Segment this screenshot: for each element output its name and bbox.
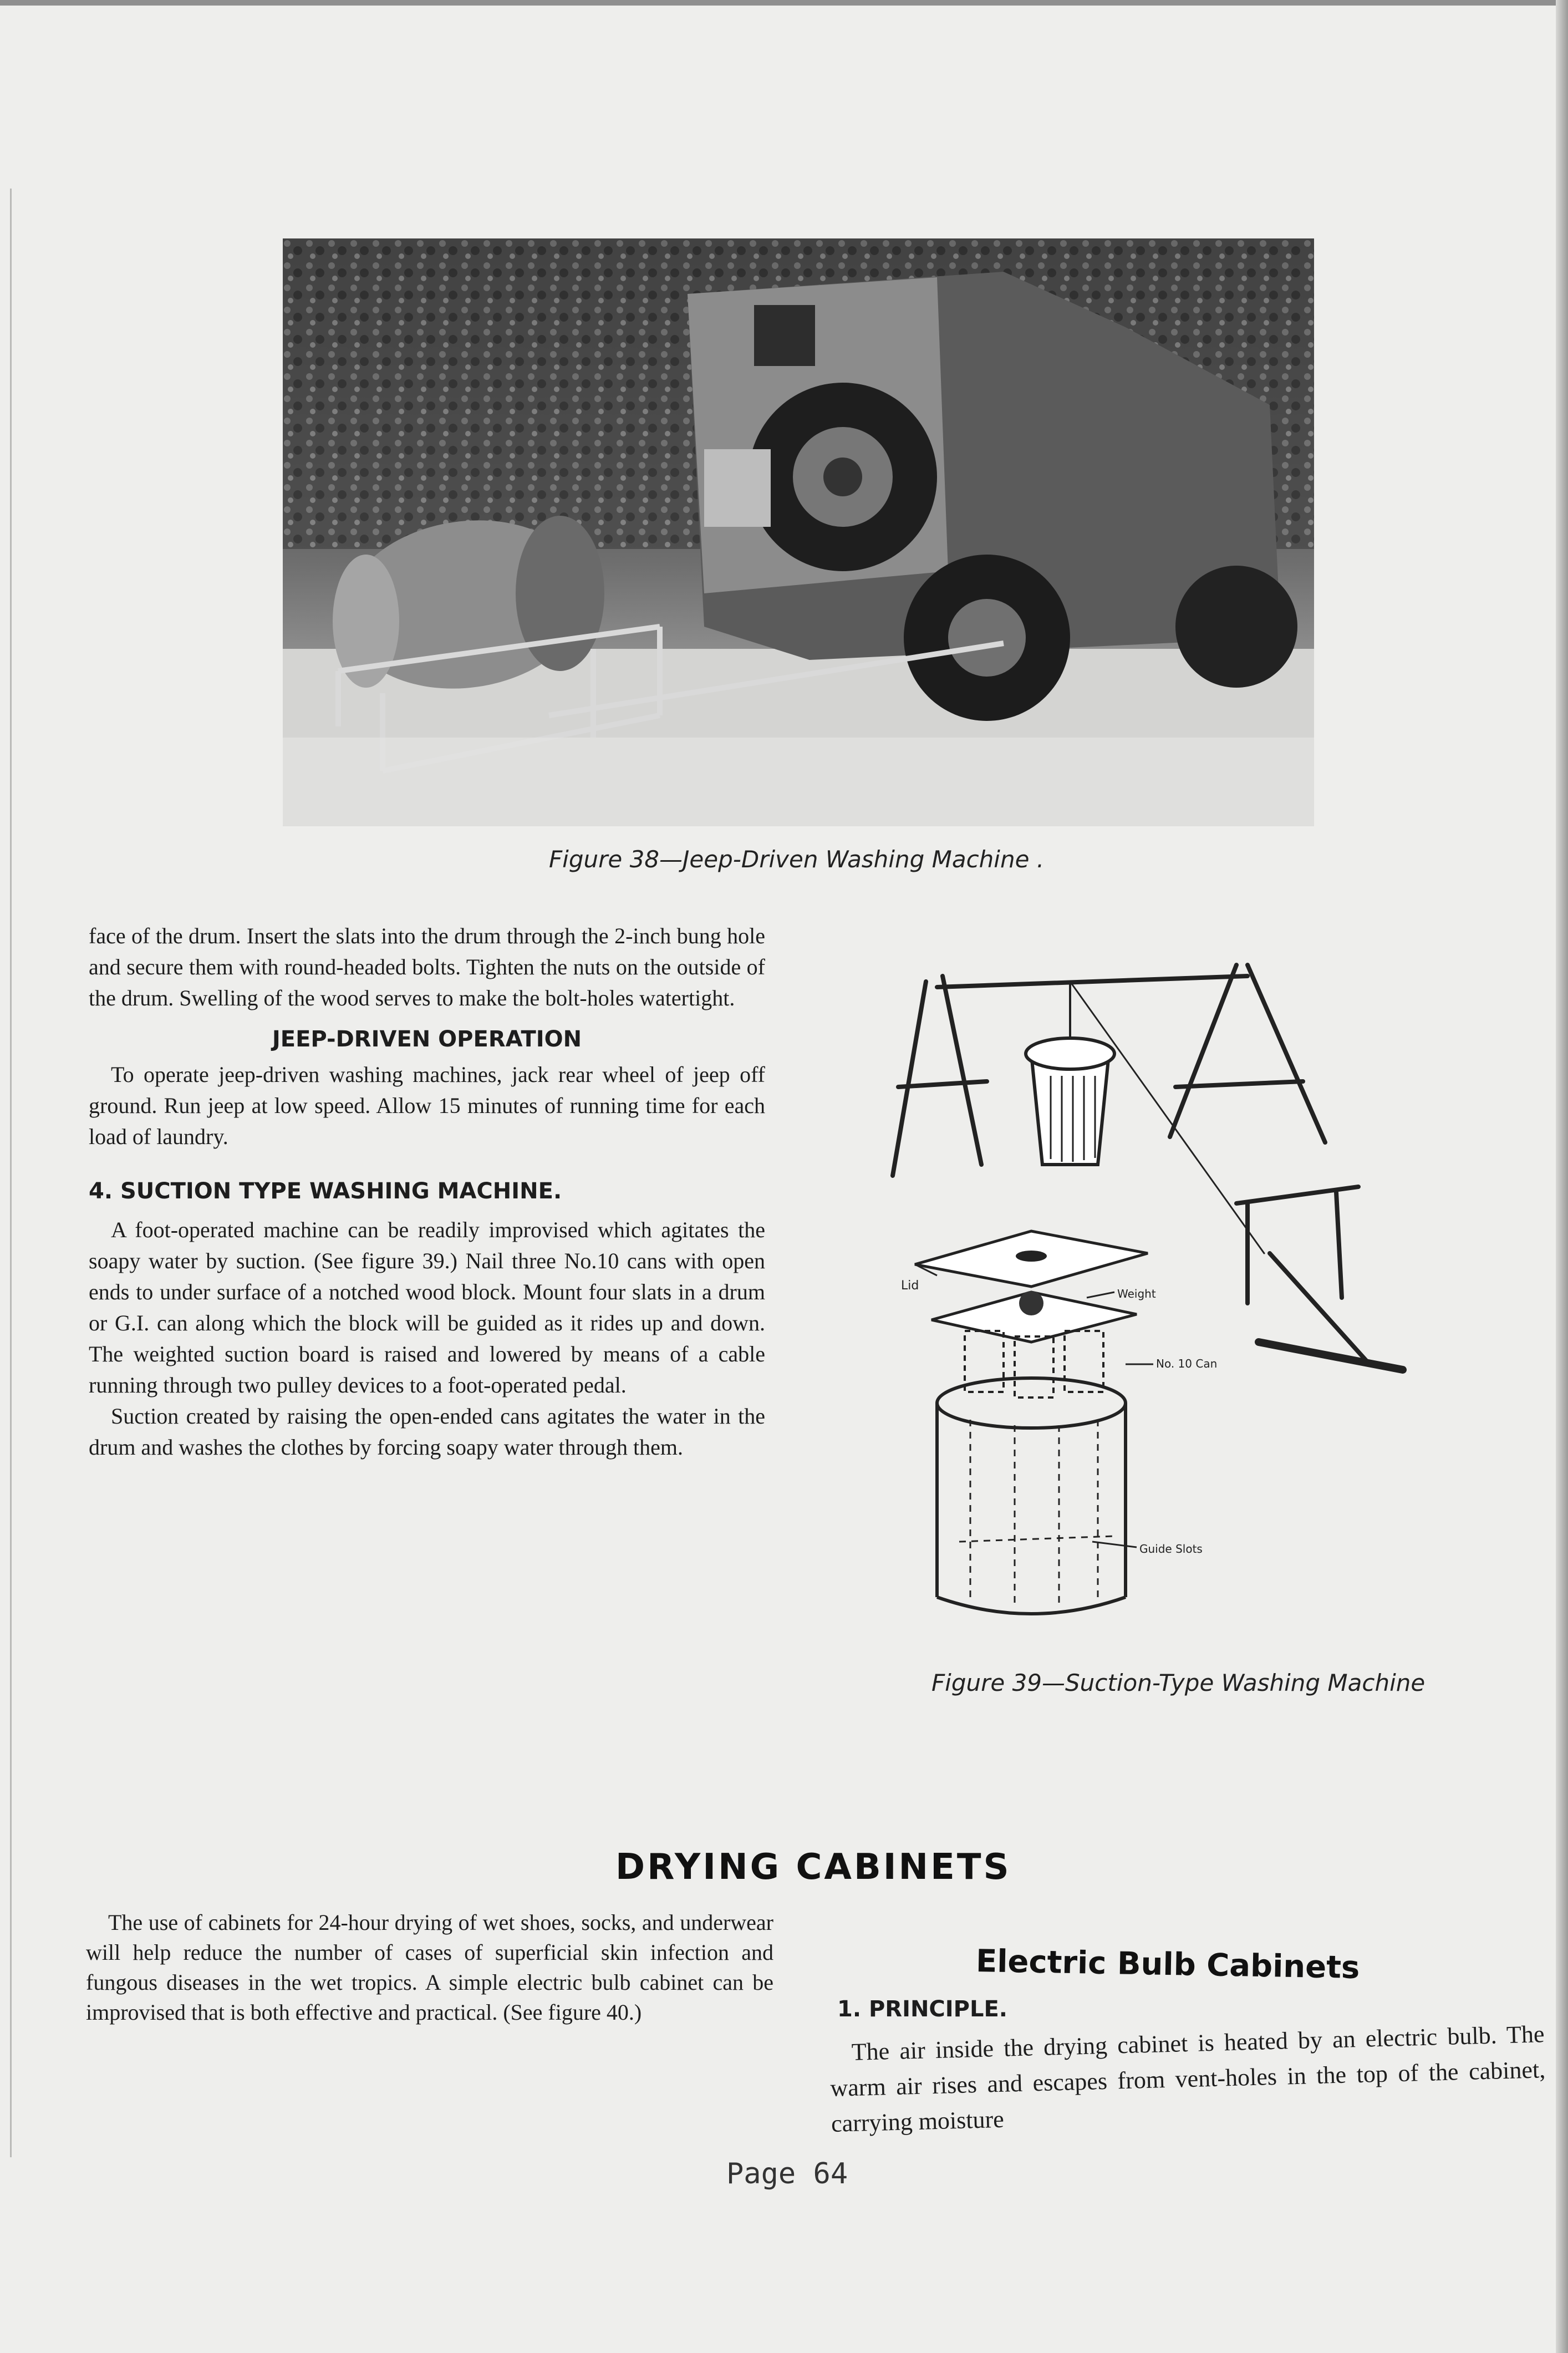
lid-label: Lid xyxy=(901,1279,919,1293)
weight-label: Weight xyxy=(1117,1287,1156,1300)
no10-can-label: No. 10 Can xyxy=(1156,1357,1218,1370)
jeep-operation-paragraph: To operate jeep-driven washing machines, jack rear wheel of jeep off ground. Run jeep at low speed. Allow 15 minutes of running time for each load of laundry. xyxy=(89,1062,765,1149)
electric-bulb-cabinets-title: Electric Bulb Cabinets xyxy=(975,1943,1360,1986)
jeep-driven-operation-heading: JEEP-DRIVEN OPERATION xyxy=(272,1026,582,1052)
drying-cabinets-paragraph xyxy=(86,1908,773,2027)
principle-paragraph xyxy=(829,2016,1547,2142)
drying-cabinets-title: DRYING CABINETS xyxy=(615,1847,1011,1888)
figure-38-caption: Figure 38—Jeep-Driven Washing Machine . xyxy=(549,846,1045,873)
principle-heading: 1. PRINCIPLE. xyxy=(837,1996,1007,2022)
figure-39-caption: Figure 39—Suction-Type Washing Machine xyxy=(931,1669,1426,1696)
page-number: Page 64 xyxy=(726,2157,848,2191)
jeep-washing-machine-photo xyxy=(283,238,1314,826)
principle-text: The air inside the drying cabinet is heated by an electric bulb. The warm air rises and escapes from vent-holes in the top of the cabinet, carrying moisture xyxy=(829,2020,1546,2137)
suction-agitation-paragraph: Suction created by raising the open-ended cans agitates the water in the drum and washes the clothes by forcing soapy water through them. xyxy=(89,1404,765,1460)
binding-line xyxy=(10,189,12,2157)
suction-type-heading: 4. SUCTION TYPE WASHING MACHINE. xyxy=(89,1178,562,1204)
suction-machine-paragraph: A foot-operated machine can be readily improvised which agitates the soapy water by suction. (See figure 39.) Nail three No.10 cans with open ends to under surface of a notched wood block. Mount four slats in a drum or G.I. can along which the block will be guided as it rides up and down. The weighted suction board is raised and lowered by means of a cable running through two pulley devices to a foot-operated pedal. xyxy=(89,1217,765,1397)
drum-slats-paragraph: face of the drum. Insert the slats into the drum through the 2-inch bung hole and secure them with round-headed bolts. Tighten the nuts on the outside of the drum. Swelling of the wood serves to make the bolt-holes watertight. xyxy=(89,923,765,1010)
suction-washing-machine-diagram xyxy=(901,943,1486,1636)
drying-cabinets-text: The use of cabinets for 24-hour drying of wet shoes, socks, and underwear will help reduce the number of cases of superficial skin infection and fungous diseases in the wet tropics. A simple electric bulb cabinet can be improvised that is both effective and practical. (See figure 40.) xyxy=(86,1910,773,2025)
scan-top-edge xyxy=(0,0,1568,6)
guide-slots-label: Guide Slots xyxy=(1139,1542,1203,1556)
left-column xyxy=(89,921,765,1463)
scan-right-edge xyxy=(1556,0,1568,2353)
